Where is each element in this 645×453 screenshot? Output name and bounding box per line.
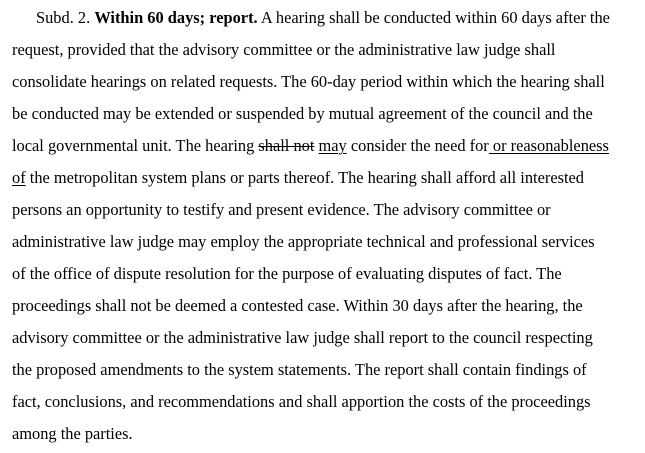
- paragraph-line-11: advisory committee or the administrative law judge shall report to the council respecting: [12, 328, 593, 347]
- inserted-text: may: [318, 136, 347, 155]
- paragraph-line-14: among the parties.: [12, 424, 133, 443]
- paragraph-line-10: proceedings shall not be deemed a contested case. Within 30 days after the hearing, the: [12, 296, 583, 315]
- subdivision-heading: Within 60 days; report.: [94, 8, 258, 27]
- paragraph-line-7: persons an opportunity to testify and present evidence. The advisory committee or: [12, 200, 551, 219]
- statute-paragraph: [12, 2, 642, 450]
- paragraph-line-9: of the office of dispute resolution for the purpose of evaluating disputes of fact. The: [12, 264, 562, 283]
- paragraph-line-5: [12, 130, 642, 162]
- paragraph-line-13: fact, conclusions, and recommendations and shall apportion the costs of the proceedings: [12, 392, 591, 411]
- paragraph-line-1: [12, 2, 642, 34]
- paragraph-line-4: be conducted may be extended or suspended by mutual agreement of the council and the: [12, 104, 593, 123]
- paragraph-line-2: request, provided that the advisory committee or the administrative law judge shall: [12, 40, 556, 59]
- line-6-text: the metropolitan system plans or parts thereof. The hearing shall afford all interested: [29, 168, 584, 187]
- subdivision-label: Subd. 2.: [36, 8, 91, 27]
- line-5-text: local governmental unit. The hearing: [12, 136, 255, 155]
- inserted-text-3: of: [12, 168, 26, 187]
- paragraph-line-6: [12, 162, 642, 194]
- line-5-mid: consider the need for: [350, 136, 489, 155]
- line-1-text: A hearing shall be conducted within 60 days after the: [260, 8, 610, 27]
- paragraph-line-8: administrative law judge may employ the appropriate technical and professional services: [12, 232, 595, 251]
- inserted-text-2: or reasonableness: [492, 136, 609, 155]
- paragraph-line-3: consolidate hearings on related requests. The 60-day period within which the hearing shall: [12, 72, 605, 91]
- deleted-text: shall not: [258, 136, 315, 155]
- paragraph-line-12: the proposed amendments to the system statements. The report shall contain findings of: [12, 360, 587, 379]
